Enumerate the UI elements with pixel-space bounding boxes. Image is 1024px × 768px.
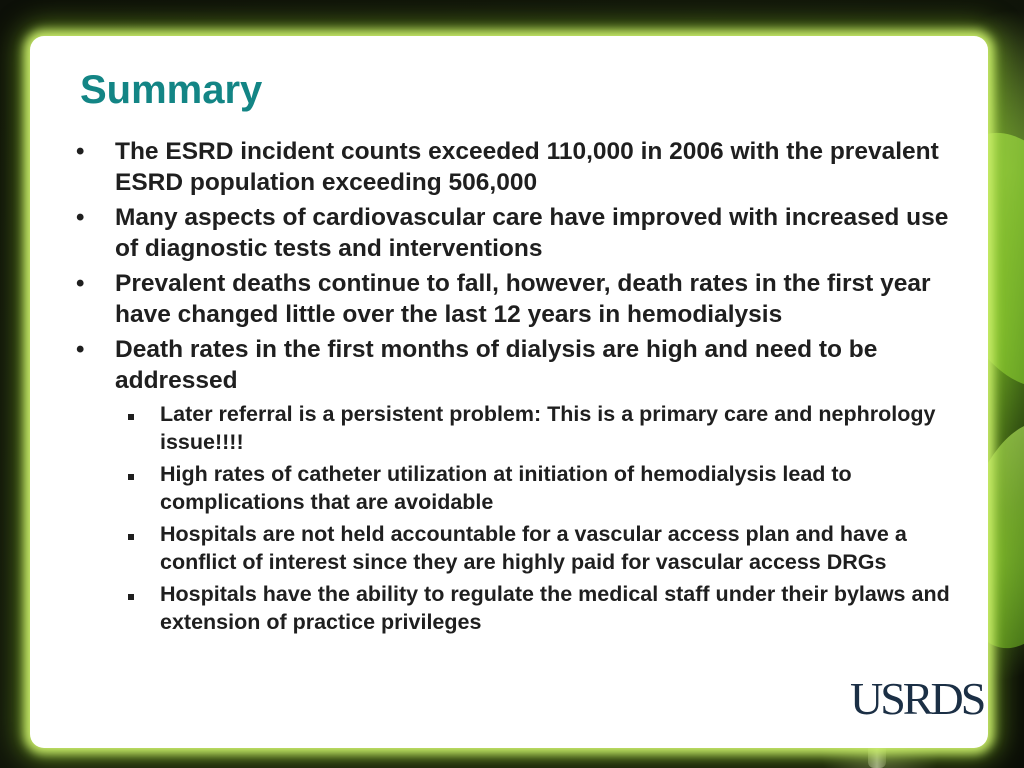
- sub-bullet-item: [120, 521, 976, 576]
- bullet-item: [76, 202, 976, 264]
- slide-title: Summary: [80, 68, 263, 112]
- slide-panel: [30, 36, 988, 748]
- bullet-item: [76, 334, 976, 636]
- bullet-list: [76, 136, 976, 636]
- sub-bullet-text: Later referral is a persistent problem: This is a primary care and nephrology issue!!!!: [160, 402, 936, 454]
- slide-body: [76, 136, 976, 641]
- square-bullet-icon: [128, 594, 134, 600]
- square-bullet-icon: [128, 474, 134, 480]
- bullet-dot-icon: •: [76, 270, 85, 297]
- square-bullet-icon: [128, 534, 134, 540]
- bullet-text: The ESRD incident counts exceeded 110,000 in 2006 with the prevalent ESRD population exceeding 506,000: [115, 138, 939, 196]
- bullet-item: [76, 136, 976, 198]
- bullet-dot-icon: •: [76, 138, 85, 165]
- sub-bullet-text: High rates of catheter utilization at initiation of hemodialysis lead to complications that are avoidable: [160, 462, 852, 514]
- square-bullet-icon: [128, 414, 134, 420]
- sub-bullet-list: [120, 401, 976, 636]
- bullet-text: Death rates in the first months of dialysis are high and need to be addressed: [115, 336, 878, 394]
- sub-bullet-text: Hospitals have the ability to regulate the medical staff under their bylaws and extension of practice privileges: [160, 582, 950, 634]
- sub-bullet-text: Hospitals are not held accountable for a vascular access plan and have a conflict of interest since they are highly paid for vascular access DRGs: [160, 522, 907, 574]
- sub-bullet-item: [120, 461, 976, 516]
- sub-bullet-item: [120, 581, 976, 636]
- sub-bullet-item: [120, 401, 976, 456]
- bullet-text: Many aspects of cardiovascular care have improved with increased use of diagnostic tests and interventions: [115, 204, 949, 262]
- bullet-text: Prevalent deaths continue to fall, however, death rates in the first year have changed little over the last 12 years in hemodialysis: [115, 270, 931, 328]
- bullet-dot-icon: •: [76, 336, 85, 363]
- usrds-logo: USRDS: [850, 673, 984, 724]
- bullet-dot-icon: •: [76, 204, 85, 231]
- bullet-item: [76, 268, 976, 330]
